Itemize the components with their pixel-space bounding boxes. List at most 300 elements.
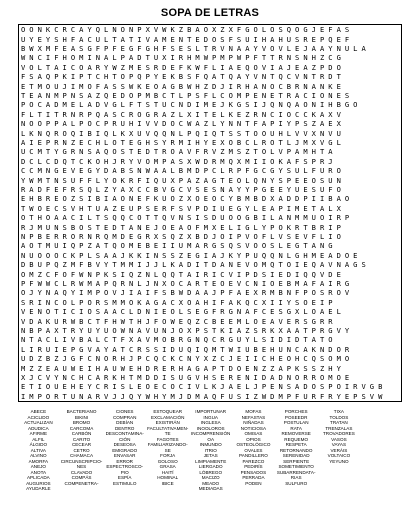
grid-letter[interactable]: V [361,382,366,392]
grid-letter[interactable] [384,382,392,391]
grid-letter[interactable]: O [253,260,258,270]
grid-letter[interactable]: Q [70,128,76,138]
grid-letter[interactable]: P [104,43,109,53]
grid-letter[interactable]: H [295,354,300,364]
grid-letter[interactable] [351,119,359,128]
grid-letter[interactable]: K [286,222,292,232]
grid-letter[interactable] [393,81,401,90]
grid-letter[interactable]: I [328,278,333,288]
grid-letter[interactable]: Z [37,269,42,279]
grid-letter[interactable]: F [79,260,84,270]
grid-letter[interactable]: U [245,34,250,44]
grid-letter[interactable]: S [303,119,308,129]
grid-letter[interactable]: E [236,109,242,119]
grid-letter[interactable]: T [278,90,283,100]
grid-letter[interactable]: S [303,316,308,326]
grid-letter[interactable]: N [29,53,34,63]
grid-letter[interactable]: B [328,194,333,204]
grid-letter[interactable]: D [104,166,109,176]
grid-letter[interactable]: A [319,307,325,317]
grid-letter[interactable]: Z [195,316,200,326]
grid-letter[interactable]: P [228,53,233,63]
grid-letter[interactable]: U [319,184,325,194]
grid-letter[interactable]: Q [153,175,159,185]
grid-letter[interactable]: L [170,166,175,176]
grid-letter[interactable]: E [170,62,175,72]
grid-letter[interactable]: E [195,307,200,317]
grid-letter[interactable]: O [45,391,51,401]
grid-letter[interactable]: L [104,137,109,147]
grid-letter[interactable]: S [228,128,233,138]
grid-letter[interactable]: L [21,344,26,354]
grid-letter[interactable]: P [353,391,358,401]
grid-letter[interactable]: T [220,344,225,354]
grid-letter[interactable]: K [70,250,76,260]
grid-letter[interactable]: Z [70,137,76,147]
grid-letter[interactable]: P [45,119,51,129]
grid-letter[interactable]: I [295,260,300,270]
grid-letter[interactable]: R [21,184,26,194]
grid-letter[interactable]: O [336,344,341,354]
grid-letter[interactable]: H [29,194,34,204]
grid-letter[interactable]: A [79,25,84,35]
grid-letter[interactable] [368,128,376,137]
grid-letter[interactable]: X [311,128,316,138]
grid-letter[interactable]: J [29,288,34,298]
grid-letter[interactable]: U [270,128,275,138]
grid-letter[interactable]: H [70,382,76,392]
grid-letter[interactable]: D [145,147,150,157]
grid-letter[interactable]: E [303,184,308,194]
grid-letter[interactable]: O [170,278,175,288]
grid-letter[interactable]: C [95,119,101,129]
grid-letter[interactable]: T [153,100,159,110]
grid-letter[interactable]: S [79,184,84,194]
grid-letter[interactable]: U [95,34,101,44]
grid-letter[interactable]: E [137,62,142,72]
grid-letter[interactable]: C [70,62,76,72]
grid-letter[interactable]: I [54,344,59,354]
grid-letter[interactable]: Z [212,354,217,364]
grid-letter[interactable]: Z [170,109,175,119]
grid-letter[interactable]: Y [245,203,250,213]
grid-letter[interactable]: H [328,363,333,373]
grid-letter[interactable]: P [336,222,341,232]
grid-letter[interactable] [393,363,401,372]
grid-letter[interactable]: A [311,81,316,91]
grid-letter[interactable] [384,241,392,250]
grid-letter[interactable]: Y [261,222,267,232]
grid-letter[interactable]: G [270,166,275,176]
grid-letter[interactable]: I [278,109,283,119]
grid-letter[interactable]: Y [54,372,59,382]
grid-letter[interactable]: B [178,166,184,176]
grid-letter[interactable] [376,251,384,260]
grid-letter[interactable]: R [128,109,134,119]
grid-letter[interactable]: X [162,278,167,288]
grid-letter[interactable]: C [245,137,250,147]
grid-letter[interactable]: Q [228,72,233,82]
grid-letter[interactable]: I [270,335,275,345]
grid-letter[interactable]: J [120,391,125,401]
grid-letter[interactable]: M [245,194,250,204]
grid-letter[interactable]: G [295,241,300,251]
grid-letter[interactable]: A [270,316,275,326]
grid-letter[interactable]: F [261,231,267,241]
grid-letter[interactable]: K [236,297,242,307]
grid-letter[interactable]: D [137,307,142,317]
grid-letter[interactable]: H [261,34,267,44]
grid-letter[interactable]: O [104,354,109,364]
grid-letter[interactable]: D [54,156,59,166]
grid-letter[interactable] [351,204,359,213]
grid-letter[interactable]: D [295,194,300,204]
grid-letter[interactable] [359,81,367,90]
grid-letter[interactable]: M [62,100,67,110]
grid-letter[interactable]: I [62,62,67,72]
grid-letter[interactable]: X [128,184,134,194]
grid-letter[interactable]: L [286,128,292,138]
grid-letter[interactable]: Q [62,156,67,166]
grid-letter[interactable]: R [295,81,300,91]
grid-letter[interactable]: S [236,34,242,44]
grid-letter[interactable]: I [195,260,200,270]
grid-letter[interactable]: Q [170,269,175,279]
grid-letter[interactable]: K [62,72,67,82]
grid-letter[interactable]: C [45,156,51,166]
grid-letter[interactable]: R [104,382,109,392]
grid-letter[interactable]: V [245,260,250,270]
grid-letter[interactable] [393,110,401,119]
grid-letter[interactable]: A [104,250,109,260]
grid-letter[interactable]: N [45,297,51,307]
grid-letter[interactable]: N [87,231,92,241]
grid-letter[interactable]: E [336,34,341,44]
grid-letter[interactable]: Y [328,43,333,53]
grid-letter[interactable]: O [336,288,341,298]
grid-letter[interactable]: I [212,297,217,307]
grid-letter[interactable]: Q [245,297,250,307]
grid-letter[interactable] [343,316,351,325]
grid-letter[interactable] [384,354,392,363]
grid-letter[interactable]: E [228,175,233,185]
grid-letter[interactable]: R [261,288,267,298]
grid-letter[interactable]: A [112,344,117,354]
grid-letter[interactable]: C [220,269,225,279]
grid-letter[interactable]: I [278,297,283,307]
grid-letter[interactable]: M [29,269,34,279]
grid-letter[interactable] [368,194,376,203]
grid-letter[interactable]: V [153,25,159,35]
grid-letter[interactable]: O [112,147,117,157]
grid-letter[interactable] [351,269,359,278]
grid-letter[interactable]: C [261,354,267,364]
grid-letter[interactable]: O [120,241,125,251]
grid-letter[interactable]: T [303,325,308,335]
grid-letter[interactable] [384,194,392,203]
grid-letter[interactable]: I [212,203,217,213]
grid-letter[interactable]: C [95,382,101,392]
grid-letter[interactable]: F [21,109,26,119]
grid-letter[interactable]: T [112,34,117,44]
grid-letter[interactable]: C [178,278,184,288]
grid-letter[interactable]: A [236,43,242,53]
grid-letter[interactable]: J [145,316,150,326]
grid-letter[interactable]: C [162,382,167,392]
grid-letter[interactable]: M [79,81,84,91]
grid-letter[interactable]: N [153,250,159,260]
grid-letter[interactable]: W [187,119,192,129]
grid-letter[interactable]: B [29,260,34,270]
grid-letter[interactable]: G [245,213,250,223]
grid-letter[interactable]: S [319,382,325,392]
grid-letter[interactable]: M [203,100,208,110]
grid-letter[interactable]: C [270,109,275,119]
grid-letter[interactable] [343,53,351,62]
grid-letter[interactable]: S [95,307,101,317]
grid-letter[interactable] [359,110,367,119]
grid-letter[interactable]: H [37,213,42,223]
grid-letter[interactable]: I [195,213,200,223]
grid-letter[interactable]: U [29,250,34,260]
grid-letter[interactable]: R [112,354,117,364]
grid-letter[interactable]: M [120,297,125,307]
grid-letter[interactable]: U [87,325,92,335]
grid-letter[interactable]: N [21,250,26,260]
grid-letter[interactable]: U [54,81,59,91]
grid-letter[interactable]: O [236,213,242,223]
grid-letter[interactable] [384,175,392,184]
grid-letter[interactable]: G [145,43,150,53]
grid-letter[interactable] [384,260,392,269]
grid-letter[interactable]: R [311,372,316,382]
grid-letter[interactable]: P [95,269,101,279]
grid-letter[interactable]: I [245,391,250,401]
grid-letter[interactable]: R [162,147,167,157]
grid-letter[interactable]: D [286,269,292,279]
grid-letter[interactable]: D [328,72,333,82]
grid-letter[interactable] [359,72,367,81]
grid-letter[interactable]: X [220,137,225,147]
grid-letter[interactable]: O [270,25,275,35]
grid-letter[interactable]: A [361,43,366,53]
grid-letter[interactable]: O [228,90,233,100]
grid-letter[interactable]: G [336,53,341,63]
grid-letter[interactable]: P [137,203,142,213]
grid-letter[interactable]: T [120,344,125,354]
grid-letter[interactable] [351,147,359,156]
grid-letter[interactable]: V [45,372,51,382]
grid-letter[interactable] [368,185,376,194]
grid-letter[interactable] [359,63,367,72]
grid-letter[interactable]: J [261,100,267,110]
grid-letter[interactable] [359,222,367,231]
grid-letter[interactable]: A [328,250,333,260]
grid-letter[interactable]: M [120,260,125,270]
grid-letter[interactable]: B [70,222,76,232]
grid-letter[interactable]: Y [21,175,26,185]
grid-letter[interactable]: V [319,269,325,279]
grid-letter[interactable]: R [70,147,76,157]
grid-letter[interactable]: O [270,43,275,53]
grid-letter[interactable] [368,147,376,156]
grid-letter[interactable]: R [220,307,225,317]
grid-letter[interactable]: L [253,335,258,345]
grid-letter[interactable] [384,91,392,100]
grid-letter[interactable]: U [286,34,292,44]
grid-letter[interactable]: P [70,344,76,354]
grid-letter[interactable] [376,279,384,288]
grid-letter[interactable]: M [303,137,308,147]
grid-letter[interactable]: L [178,128,184,138]
grid-letter[interactable]: A [29,184,34,194]
grid-letter[interactable]: M [236,316,242,326]
grid-letter[interactable]: S [261,335,267,345]
grid-letter[interactable]: M [187,166,192,176]
grid-letter[interactable]: X [187,231,192,241]
grid-letter[interactable]: I [162,344,167,354]
grid-letter[interactable]: T [37,241,42,251]
grid-letter[interactable]: R [104,372,109,382]
grid-letter[interactable]: J [228,354,233,364]
grid-letter[interactable]: O [162,222,167,232]
grid-letter[interactable]: O [137,213,142,223]
grid-letter[interactable]: T [45,175,51,185]
grid-letter[interactable]: A [203,391,208,401]
grid-letter[interactable]: O [162,316,167,326]
grid-letter[interactable]: E [236,62,242,72]
grid-letter[interactable]: V [245,231,250,241]
grid-letter[interactable]: V [278,316,283,326]
grid-letter[interactable]: I [245,354,250,364]
grid-letter[interactable]: L [336,307,341,317]
grid-letter[interactable]: A [170,156,175,166]
grid-letter[interactable]: V [295,128,300,138]
grid-letter[interactable]: C [120,307,125,317]
grid-letter[interactable]: U [54,241,59,251]
grid-letter[interactable]: T [278,137,283,147]
grid-letter[interactable]: X [187,325,192,335]
grid-letter[interactable]: F [70,269,76,279]
grid-letter[interactable]: A [104,53,109,63]
grid-letter[interactable]: U [303,391,308,401]
grid-letter[interactable]: Y [95,166,101,176]
grid-letter[interactable]: L [95,175,101,185]
grid-letter[interactable]: Z [112,203,117,213]
grid-letter[interactable]: L [253,222,258,232]
grid-letter[interactable]: F [45,184,51,194]
grid-letter[interactable]: B [37,194,42,204]
grid-letter[interactable]: N [319,128,325,138]
grid-letter[interactable]: B [178,81,184,91]
grid-letter[interactable]: G [170,184,175,194]
grid-letter[interactable]: L [178,307,184,317]
grid-letter[interactable]: S [195,184,200,194]
grid-letter[interactable]: Y [344,325,350,335]
grid-letter[interactable]: R [54,391,59,401]
grid-letter[interactable]: Y [228,194,233,204]
grid-letter[interactable]: C [295,109,300,119]
grid-letter[interactable]: T [54,307,59,317]
grid-letter[interactable]: W [236,53,242,63]
grid-letter[interactable]: P [245,250,250,260]
grid-letter[interactable]: Q [112,241,117,251]
grid-letter[interactable]: S [212,372,217,382]
grid-letter[interactable]: P [328,297,333,307]
grid-letter[interactable]: U [95,203,101,213]
grid-letter[interactable]: F [162,43,167,53]
grid-letter[interactable]: D [203,203,208,213]
grid-letter[interactable]: E [203,184,208,194]
grid-letter[interactable] [393,119,401,128]
grid-letter[interactable]: A [286,325,292,335]
grid-letter[interactable]: H [104,156,109,166]
grid-letter[interactable]: R [62,231,67,241]
grid-letter[interactable]: T [319,147,325,157]
grid-letter[interactable] [393,72,401,81]
grid-letter[interactable]: I [228,81,233,91]
grid-letter[interactable]: K [112,372,117,382]
grid-letter[interactable]: A [245,307,250,317]
grid-letter[interactable]: X [336,203,341,213]
grid-letter[interactable]: S [170,43,175,53]
grid-letter[interactable]: H [195,137,200,147]
grid-letter[interactable]: S [278,175,283,185]
grid-letter[interactable]: A [228,184,233,194]
grid-letter[interactable]: R [79,231,84,241]
grid-letter[interactable]: E [236,354,242,364]
grid-letter[interactable]: I [145,175,150,185]
grid-letter[interactable]: T [278,260,283,270]
grid-letter[interactable]: K [228,100,233,110]
grid-letter[interactable]: K [137,297,142,307]
grid-letter[interactable]: X [311,137,316,147]
grid-letter[interactable]: Q [228,241,233,251]
grid-letter[interactable] [368,44,376,53]
grid-letter[interactable]: C [29,156,34,166]
grid-letter[interactable]: V [87,344,92,354]
grid-letter[interactable] [368,335,376,344]
grid-letter[interactable]: P [187,90,192,100]
grid-letter[interactable]: S [203,213,208,223]
grid-letter[interactable]: M [21,363,26,373]
grid-letter[interactable]: X [170,175,175,185]
grid-letter[interactable]: Q [187,316,192,326]
grid-letter[interactable]: I [253,100,258,110]
grid-letter[interactable] [359,316,367,325]
grid-letter[interactable]: M [112,297,117,307]
grid-letter[interactable]: O [187,297,192,307]
grid-letter[interactable] [376,25,384,34]
grid-letter[interactable]: R [128,175,134,185]
grid-letter[interactable]: S [286,382,292,392]
grid-letter[interactable]: K [87,156,92,166]
grid-letter[interactable]: R [228,166,233,176]
grid-letter[interactable] [384,138,392,147]
grid-letter[interactable]: D [336,250,341,260]
grid-letter[interactable]: L [95,335,101,345]
grid-letter[interactable]: T [220,128,225,138]
grid-letter[interactable]: J [303,43,308,53]
grid-letter[interactable]: E [319,250,325,260]
grid-letter[interactable]: S [128,166,134,176]
grid-letter[interactable]: N [261,72,267,82]
grid-letter[interactable]: M [195,391,200,401]
grid-letter[interactable]: E [128,231,134,241]
grid-letter[interactable]: G [353,260,358,270]
grid-letter[interactable] [393,354,401,363]
grid-letter[interactable]: V [187,147,192,157]
